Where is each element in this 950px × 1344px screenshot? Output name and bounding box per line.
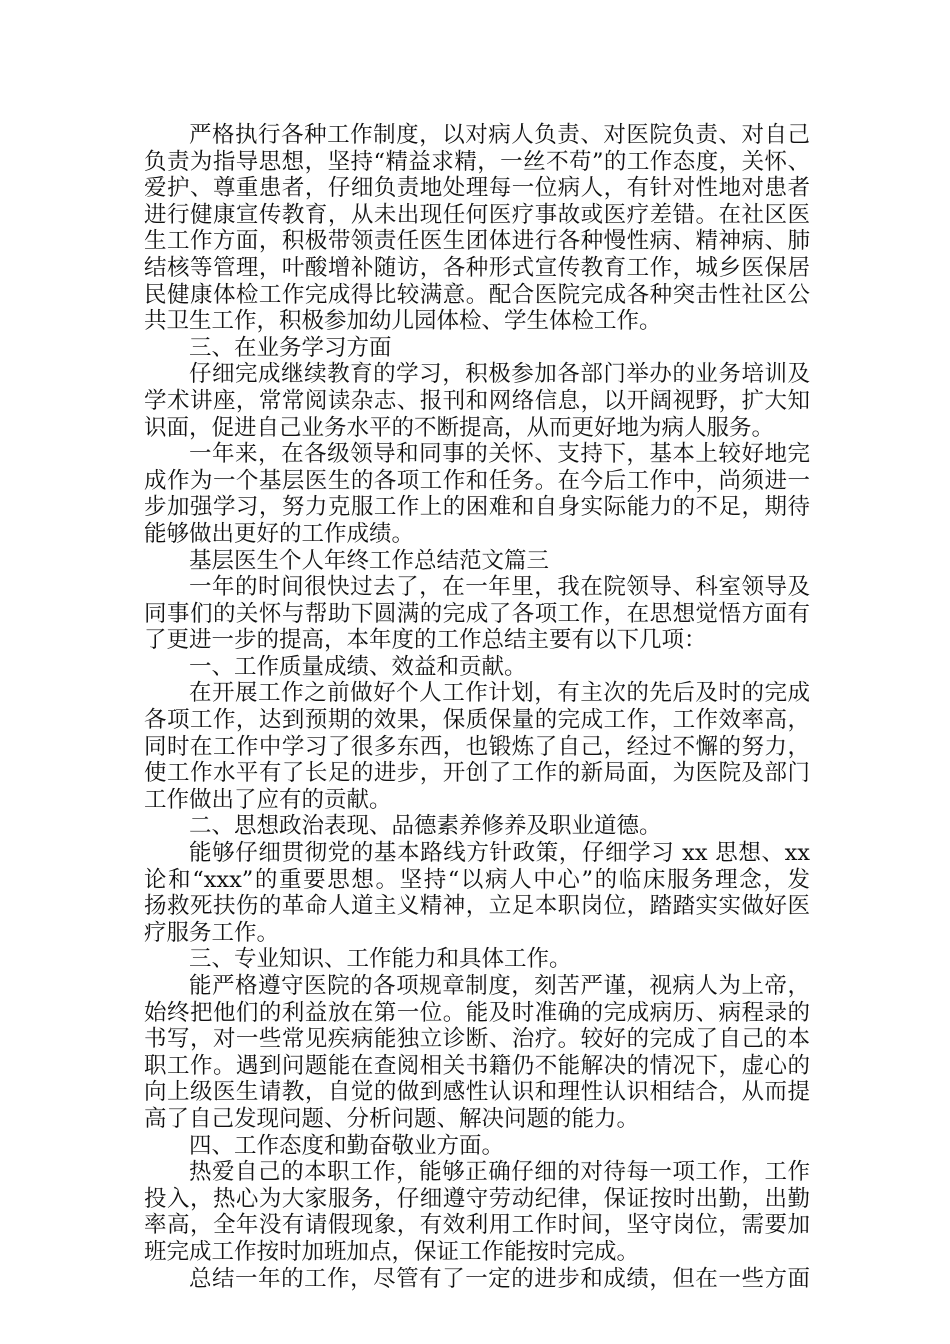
text-line: 一年的时间很快过去了，在一年里，我在院领导、科室领导及 — [189, 574, 810, 601]
text-line: 了更进一步的提高，本年度的工作总结主要有以下几项： — [144, 627, 707, 654]
text-line: 投入，热心为大家服务，仔细遵守劳动纪律，保证按时出勤，出勤 — [144, 1185, 810, 1212]
text-line: 严格执行各种工作制度，以对病人负责、对医院负责、对自己 — [189, 122, 810, 148]
text-line: 负责为指导思想，坚持“精益求精，一丝不苟”的工作态度，关怀、 — [144, 148, 810, 175]
text-line: 总结一年的工作，尽管有了一定的进步和成绩，但在一些方面 — [189, 1265, 810, 1292]
text-line: 率高，全年没有请假现象，有效利用工作时间，坚守岗位，需要加 — [144, 1212, 810, 1239]
text-line: 同时在工作中学习了很多东西，也锻炼了自己，经过不懈的努力， — [144, 733, 810, 760]
text-line: 能够做出更好的工作成绩。 — [144, 520, 415, 547]
text-line: 热爱自己的本职工作，能够正确仔细的对待每一项工作，工作 — [189, 1159, 810, 1186]
text-line: 生工作方面，积极带领责任医生团体进行各种慢性病、精神病、肺 — [144, 228, 810, 255]
text-line: 疗服务工作。 — [144, 919, 280, 946]
text-line: 同事们的关怀与帮助下圆满的完成了各项工作，在思想觉悟方面有 — [144, 600, 810, 627]
text-line: 论和“xxx”的重要思想。坚持“以病人中心”的临床服务理念，发 — [144, 866, 810, 893]
text-line: 一年来，在各级领导和同事的关怀、支持下，基本上较好地完 — [189, 441, 810, 468]
text-line: 进行健康宣传教育，从未出现任何医疗事故或医疗差错。在社区医 — [144, 201, 810, 228]
text-line: 成作为一个基层医生的各项工作和任务。在今后工作中，尚须进一 — [144, 467, 810, 494]
text-line: 高了自己发现问题、分析问题、解决问题的能力。 — [144, 1105, 640, 1132]
text-line: 始终把他们的利益放在第一位。能及时准确的完成病历、病程录的 — [144, 999, 810, 1026]
text-line: 能够仔细贯彻党的基本路线方针政策，仔细学习 xx 思想、xx — [189, 840, 810, 867]
text-line: 班完成工作按时加班加点，保证工作能按时完成。 — [144, 1238, 640, 1265]
text-line: 民健康体检工作完成得比较满意。配合医院完成各种突击性社区公 — [144, 281, 810, 308]
text-line: 三、在业务学习方面 — [189, 334, 392, 361]
text-line: 仔细完成继续教育的学习，积极参加各部门举办的业务培训及 — [189, 361, 810, 388]
text-line: 识面，促进自己业务水平的不断提高，从而更好地为病人服务。 — [144, 414, 775, 441]
text-line: 职工作。遇到问题能在查阅相关书籍仍不能解决的情况下，虚心的 — [144, 1052, 810, 1079]
text-line: 四、工作态度和勤奋敬业方面。 — [189, 1132, 505, 1159]
text-line: 工作做出了应有的贡献。 — [144, 786, 392, 813]
text-line: 爱护、尊重患者，仔细负责地处理每一位病人，有针对性地对患者 — [144, 175, 810, 202]
document-page — [144, 122, 810, 1292]
text-line: 步加强学习，努力克服工作上的困难和自身实际能力的不足，期待 — [144, 494, 810, 521]
text-line: 在开展工作之前做好个人工作计划，有主次的先后及时的完成 — [189, 680, 810, 707]
text-line: 能严格遵守医院的各项规章制度，刻苦严谨，视病人为上帝， — [189, 973, 810, 999]
text-line: 各项工作，达到预期的效果，保质保量的完成工作，工作效率高， — [144, 707, 810, 734]
text-line: 使工作水平有了长足的进步，开创了工作的新局面，为医院及部门 — [144, 760, 810, 787]
text-line: 共卫生工作，积极参加幼儿园体检、学生体检工作。 — [144, 308, 662, 335]
text-line: 书写，对一些常见疾病能独立诊断、治疗。较好的完成了自己的本 — [144, 1026, 810, 1053]
text-line: 基层医生个人年终工作总结范文篇三 — [189, 547, 550, 574]
text-line: 向上级医生请教，自觉的做到感性认识和理性认识相结合，从而提 — [144, 1079, 810, 1106]
text-line: 学术讲座，常常阅读杂志、报刊和网络信息，以开阔视野，扩大知 — [144, 387, 810, 414]
text-line: 二、思想政治表现、品德素养修养及职业道德。 — [189, 813, 662, 840]
text-line: 结核等管理，叶酸增补随访，各种形式宣传教育工作，城乡医保居 — [144, 254, 810, 281]
text-line: 扬救死扶伤的革命人道主义精神，立足本职岗位，踏踏实实做好医 — [144, 893, 810, 920]
text-line: 三、专业知识、工作能力和具体工作。 — [189, 946, 572, 973]
text-line: 一、工作质量成绩、效益和贡献。 — [189, 653, 527, 680]
